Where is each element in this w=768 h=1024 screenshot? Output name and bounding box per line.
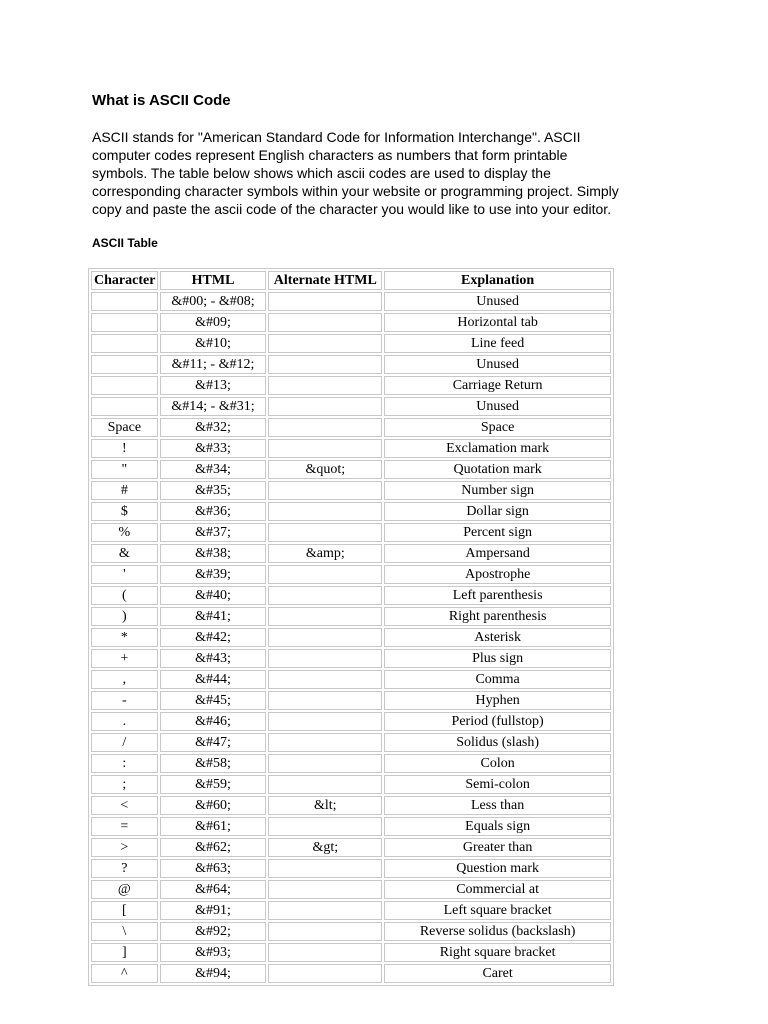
explanation-cell: Equals sign xyxy=(384,817,611,836)
html-code-cell: &#11; - &#12; xyxy=(160,355,267,374)
html-code-cell: &#42; xyxy=(160,628,267,647)
intro-paragraph xyxy=(92,128,692,218)
html-code-cell: &#36; xyxy=(160,502,267,521)
explanation-cell: Ampersand xyxy=(384,544,611,563)
alternate-html-cell xyxy=(268,334,382,353)
html-code-cell: &#37; xyxy=(160,523,267,542)
ascii-table xyxy=(88,268,614,986)
explanation-cell: Apostrophe xyxy=(384,565,611,584)
alternate-html-cell: &gt; xyxy=(268,838,382,857)
html-code-cell: &#91; xyxy=(160,901,267,920)
explanation-cell: Asterisk xyxy=(384,628,611,647)
html-code-cell: &#43; xyxy=(160,649,267,668)
alternate-html-cell xyxy=(268,649,382,668)
html-code-cell: &#13; xyxy=(160,376,267,395)
character-cell: % xyxy=(91,523,158,542)
html-code-cell: &#47; xyxy=(160,733,267,752)
character-cell: ^ xyxy=(91,964,158,983)
table-body xyxy=(91,292,611,983)
character-cell: + xyxy=(91,649,158,668)
character-cell: ( xyxy=(91,586,158,605)
table-row xyxy=(91,334,611,353)
table-row xyxy=(91,565,611,584)
table-row xyxy=(91,502,611,521)
character-cell: * xyxy=(91,628,158,647)
table-row xyxy=(91,880,611,899)
character-cell: # xyxy=(91,481,158,500)
alternate-html-cell xyxy=(268,775,382,794)
character-cell: ? xyxy=(91,859,158,878)
alternate-html-cell xyxy=(268,439,382,458)
table-row xyxy=(91,775,611,794)
table-row xyxy=(91,712,611,731)
character-cell: ! xyxy=(91,439,158,458)
character-cell: @ xyxy=(91,880,158,899)
alternate-html-cell xyxy=(268,880,382,899)
character-cell: " xyxy=(91,460,158,479)
explanation-cell: Right square bracket xyxy=(384,943,611,962)
explanation-cell: Exclamation mark xyxy=(384,439,611,458)
alternate-html-cell xyxy=(268,481,382,500)
explanation-cell: Carriage Return xyxy=(384,376,611,395)
html-code-cell: &#10; xyxy=(160,334,267,353)
explanation-cell: Reverse solidus (backslash) xyxy=(384,922,611,941)
alternate-html-cell xyxy=(268,754,382,773)
explanation-cell: Left square bracket xyxy=(384,901,611,920)
table-row xyxy=(91,964,611,983)
alternate-html-cell xyxy=(268,502,382,521)
explanation-cell: Dollar sign xyxy=(384,502,611,521)
character-cell: $ xyxy=(91,502,158,521)
alternate-html-cell xyxy=(268,712,382,731)
table-row xyxy=(91,943,611,962)
table-row xyxy=(91,691,611,710)
column-header-explanation: Explanation xyxy=(384,271,611,290)
character-cell xyxy=(91,355,158,374)
explanation-cell: Caret xyxy=(384,964,611,983)
html-code-cell: &#59; xyxy=(160,775,267,794)
alternate-html-cell xyxy=(268,817,382,836)
explanation-cell: Period (fullstop) xyxy=(384,712,611,731)
alternate-html-cell xyxy=(268,397,382,416)
character-cell: = xyxy=(91,817,158,836)
character-cell: > xyxy=(91,838,158,857)
table-row xyxy=(91,670,611,689)
explanation-cell: Line feed xyxy=(384,334,611,353)
explanation-cell: Colon xyxy=(384,754,611,773)
table-row xyxy=(91,649,611,668)
html-code-cell: &#34; xyxy=(160,460,267,479)
explanation-cell: Percent sign xyxy=(384,523,611,542)
alternate-html-cell xyxy=(268,292,382,311)
table-row xyxy=(91,523,611,542)
explanation-cell: Commercial at xyxy=(384,880,611,899)
explanation-cell: Right parenthesis xyxy=(384,607,611,626)
explanation-cell: Comma xyxy=(384,670,611,689)
table-row xyxy=(91,859,611,878)
html-code-cell: &#93; xyxy=(160,943,267,962)
explanation-cell: Left parenthesis xyxy=(384,586,611,605)
html-code-cell: &#92; xyxy=(160,922,267,941)
html-code-cell: &#40; xyxy=(160,586,267,605)
column-header-character: Character xyxy=(91,271,158,290)
character-cell: / xyxy=(91,733,158,752)
html-code-cell: &#64; xyxy=(160,880,267,899)
column-header-html: HTML xyxy=(160,271,267,290)
explanation-cell: Less than xyxy=(384,796,611,815)
table-header-row xyxy=(91,271,611,290)
table-heading: ASCII Table xyxy=(92,236,158,250)
table-row xyxy=(91,313,611,332)
alternate-html-cell xyxy=(268,733,382,752)
column-header-alternate-html: Alternate HTML xyxy=(268,271,382,290)
table-row xyxy=(91,607,611,626)
character-cell: . xyxy=(91,712,158,731)
explanation-cell: Horizontal tab xyxy=(384,313,611,332)
table-row xyxy=(91,754,611,773)
character-cell: \ xyxy=(91,922,158,941)
explanation-cell: Semi-colon xyxy=(384,775,611,794)
html-code-cell: &#45; xyxy=(160,691,267,710)
character-cell xyxy=(91,292,158,311)
character-cell: ; xyxy=(91,775,158,794)
table-row xyxy=(91,628,611,647)
character-cell: , xyxy=(91,670,158,689)
table-row xyxy=(91,586,611,605)
html-code-cell: &#44; xyxy=(160,670,267,689)
character-cell: ] xyxy=(91,943,158,962)
intro-line: corresponding character symbols within your website or programming project. Simply xyxy=(92,183,619,199)
character-cell: ' xyxy=(91,565,158,584)
explanation-cell: Solidus (slash) xyxy=(384,733,611,752)
character-cell: < xyxy=(91,796,158,815)
table-row xyxy=(91,376,611,395)
html-code-cell: &#00; - &#08; xyxy=(160,292,267,311)
html-code-cell: &#09; xyxy=(160,313,267,332)
html-code-cell: &#62; xyxy=(160,838,267,857)
explanation-cell: Number sign xyxy=(384,481,611,500)
html-code-cell: &#94; xyxy=(160,964,267,983)
alternate-html-cell xyxy=(268,418,382,437)
alternate-html-cell xyxy=(268,670,382,689)
alternate-html-cell xyxy=(268,355,382,374)
alternate-html-cell: &amp; xyxy=(268,544,382,563)
html-code-cell: &#61; xyxy=(160,817,267,836)
html-code-cell: &#14; - &#31; xyxy=(160,397,267,416)
table-row xyxy=(91,397,611,416)
html-code-cell: &#46; xyxy=(160,712,267,731)
alternate-html-cell xyxy=(268,964,382,983)
html-code-cell: &#60; xyxy=(160,796,267,815)
explanation-cell: Hyphen xyxy=(384,691,611,710)
html-code-cell: &#33; xyxy=(160,439,267,458)
alternate-html-cell xyxy=(268,313,382,332)
intro-line: ASCII stands for "American Standard Code for Information Interchange". ASCII xyxy=(92,129,581,145)
character-cell: - xyxy=(91,691,158,710)
character-cell xyxy=(91,334,158,353)
character-cell: ) xyxy=(91,607,158,626)
character-cell: Space xyxy=(91,418,158,437)
alternate-html-cell xyxy=(268,901,382,920)
alternate-html-cell xyxy=(268,523,382,542)
html-code-cell: &#39; xyxy=(160,565,267,584)
table-row xyxy=(91,796,611,815)
explanation-cell: Space xyxy=(384,418,611,437)
alternate-html-cell xyxy=(268,691,382,710)
alternate-html-cell: &quot; xyxy=(268,460,382,479)
alternate-html-cell xyxy=(268,586,382,605)
character-cell xyxy=(91,313,158,332)
alternate-html-cell xyxy=(268,565,382,584)
alternate-html-cell xyxy=(268,922,382,941)
table-row xyxy=(91,355,611,374)
html-code-cell: &#38; xyxy=(160,544,267,563)
intro-line: computer codes represent English characters as numbers that form printable xyxy=(92,147,568,163)
html-code-cell: &#41; xyxy=(160,607,267,626)
alternate-html-cell xyxy=(268,376,382,395)
explanation-cell: Greater than xyxy=(384,838,611,857)
explanation-cell: Unused xyxy=(384,355,611,374)
alternate-html-cell xyxy=(268,943,382,962)
character-cell: & xyxy=(91,544,158,563)
table-row xyxy=(91,460,611,479)
character-cell: : xyxy=(91,754,158,773)
table-row xyxy=(91,544,611,563)
table-row xyxy=(91,418,611,437)
alternate-html-cell xyxy=(268,628,382,647)
html-code-cell: &#58; xyxy=(160,754,267,773)
page-title: What is ASCII Code xyxy=(92,92,231,109)
html-code-cell: &#63; xyxy=(160,859,267,878)
alternate-html-cell xyxy=(268,607,382,626)
intro-line: symbols. The table below shows which ascii codes are used to display the xyxy=(92,165,551,181)
table-row xyxy=(91,838,611,857)
html-code-cell: &#32; xyxy=(160,418,267,437)
explanation-cell: Unused xyxy=(384,397,611,416)
table-row xyxy=(91,439,611,458)
character-cell xyxy=(91,397,158,416)
explanation-cell: Plus sign xyxy=(384,649,611,668)
alternate-html-cell: &lt; xyxy=(268,796,382,815)
explanation-cell: Question mark xyxy=(384,859,611,878)
table-row xyxy=(91,481,611,500)
character-cell xyxy=(91,376,158,395)
table-row xyxy=(91,292,611,311)
table-row xyxy=(91,901,611,920)
explanation-cell: Quotation mark xyxy=(384,460,611,479)
alternate-html-cell xyxy=(268,859,382,878)
table-row xyxy=(91,733,611,752)
table-row xyxy=(91,922,611,941)
explanation-cell: Unused xyxy=(384,292,611,311)
intro-line: copy and paste the ascii code of the character you would like to use into your editor. xyxy=(92,201,612,217)
character-cell: [ xyxy=(91,901,158,920)
html-code-cell: &#35; xyxy=(160,481,267,500)
table-row xyxy=(91,817,611,836)
